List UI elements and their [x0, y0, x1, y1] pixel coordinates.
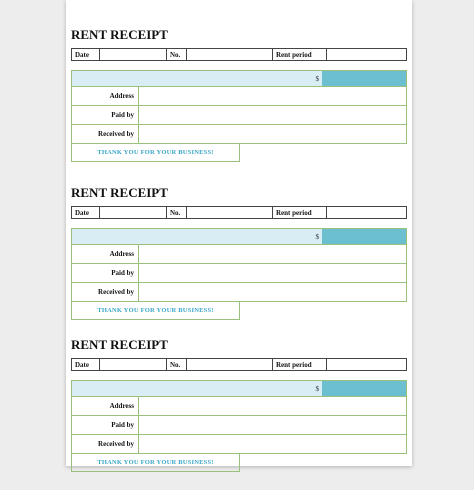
amount-field[interactable]	[322, 381, 406, 396]
number-field[interactable]	[187, 359, 273, 370]
address-row	[72, 245, 406, 264]
address-field[interactable]	[139, 87, 406, 105]
amount-bar	[71, 228, 407, 245]
address-row	[72, 87, 406, 106]
rent-receipt-1	[71, 26, 407, 162]
date-field[interactable]	[100, 359, 167, 370]
received-by-row	[72, 283, 406, 302]
receipt-fields	[71, 245, 407, 302]
date-label: Date	[72, 49, 100, 60]
received-by-field[interactable]	[139, 435, 406, 453]
receipt-header-row	[71, 358, 407, 371]
rent-receipt-3	[71, 336, 407, 472]
address-label: Address	[72, 245, 139, 263]
rent-period-label: Rent period	[273, 207, 327, 218]
received-by-field[interactable]	[139, 283, 406, 301]
rent-period-field[interactable]	[327, 359, 406, 370]
rent-period-label: Rent period	[273, 49, 327, 60]
number-label: No.	[167, 359, 187, 370]
paid-by-field[interactable]	[139, 106, 406, 124]
receipt-title: RENT RECEIPT	[71, 337, 168, 352]
received-by-label: Received by	[72, 435, 139, 453]
date-label: Date	[72, 359, 100, 370]
rent-period-label: Rent period	[273, 359, 327, 370]
rent-receipt-2	[71, 184, 407, 320]
thank-you-note: THANK YOU FOR YOUR BUSINESS!	[71, 302, 240, 320]
address-field[interactable]	[139, 397, 406, 415]
currency-symbol: $	[315, 384, 319, 393]
amount-field[interactable]	[322, 229, 406, 244]
amount-label-cell	[72, 381, 322, 396]
received-by-row	[72, 125, 406, 144]
paid-by-label: Paid by	[72, 416, 139, 434]
received-by-label: Received by	[72, 125, 139, 143]
number-label: No.	[167, 207, 187, 218]
received-by-row	[72, 435, 406, 454]
receipt-fields	[71, 397, 407, 454]
received-by-label: Received by	[72, 283, 139, 301]
amount-bar	[71, 380, 407, 397]
receipt-title: RENT RECEIPT	[71, 27, 168, 42]
paid-by-label: Paid by	[72, 106, 139, 124]
paid-by-row	[72, 264, 406, 283]
paid-by-row	[72, 106, 406, 125]
address-label: Address	[72, 397, 139, 415]
paid-by-field[interactable]	[139, 416, 406, 434]
address-field[interactable]	[139, 245, 406, 263]
amount-label-cell	[72, 71, 322, 86]
number-field[interactable]	[187, 207, 273, 218]
rent-period-field[interactable]	[327, 49, 406, 60]
receipt-fields	[71, 87, 407, 144]
paid-by-field[interactable]	[139, 264, 406, 282]
number-label: No.	[167, 49, 187, 60]
date-field[interactable]	[100, 49, 167, 60]
currency-symbol: $	[315, 74, 319, 83]
thank-you-note: THANK YOU FOR YOUR BUSINESS!	[71, 144, 240, 162]
date-label: Date	[72, 207, 100, 218]
paid-by-label: Paid by	[72, 264, 139, 282]
amount-bar	[71, 70, 407, 87]
currency-symbol: $	[315, 232, 319, 241]
thank-you-note: THANK YOU FOR YOUR BUSINESS!	[71, 454, 240, 472]
amount-label-cell	[72, 229, 322, 244]
amount-field[interactable]	[322, 71, 406, 86]
rent-period-field[interactable]	[327, 207, 406, 218]
number-field[interactable]	[187, 49, 273, 60]
receipt-title: RENT RECEIPT	[71, 185, 168, 200]
receipt-page	[66, 0, 412, 466]
receipt-header-row	[71, 48, 407, 61]
date-field[interactable]	[100, 207, 167, 218]
receipt-header-row	[71, 206, 407, 219]
received-by-field[interactable]	[139, 125, 406, 143]
address-label: Address	[72, 87, 139, 105]
paid-by-row	[72, 416, 406, 435]
address-row	[72, 397, 406, 416]
